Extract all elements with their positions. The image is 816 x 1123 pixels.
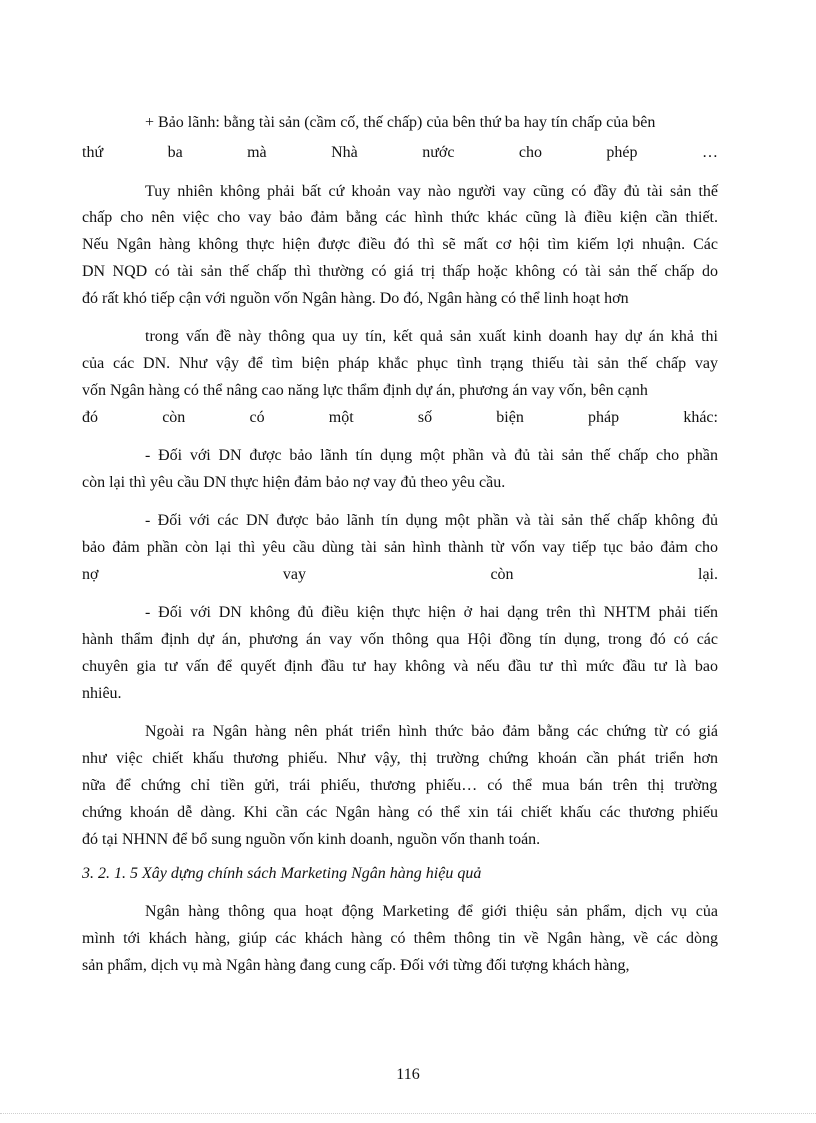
text-line: chuyên gia tư vấn để quyết định đầu tư hay không và nếu đầu tư thì mức đầu tư là bao [82, 658, 718, 675]
word: pháp [588, 409, 620, 426]
text-line: DN NQD có tài sản thế chấp thì thường có giá trị thấp hoặc không có tài sản thế chấp do [82, 263, 718, 280]
word: số [417, 409, 433, 426]
word: còn [490, 566, 514, 583]
page-number: 116 [396, 1066, 420, 1083]
text-line: chứng khoán dễ dàng. Khi cần các Ngân hàng có thể xin tái chiết khấu các thương phiếu [82, 804, 718, 821]
text-line: đó tại NHNN để bổ sung nguồn vốn kinh doanh, nguồn vốn thanh toán. [82, 831, 541, 848]
word: vay [282, 566, 307, 583]
text-line: mình tới khách hàng, giúp các khách hàng có thêm thông tin về Ngân hàng, về các dòng [82, 930, 718, 947]
text-line: vốn Ngân hàng có thể nâng cao năng lực thẩm định dự án, phương án vay vốn, bên cạnh [82, 382, 648, 399]
text-line: Ngân hàng thông qua hoạt động Marketing để giới thiệu sản phẩm, dịch vụ của [145, 903, 718, 920]
text-line: nhiêu. [82, 685, 122, 702]
text-line: + Bảo lãnh: bằng tài sản (cầm cố, thế chấp) của bên thứ ba hay tín chấp của bên [145, 114, 656, 131]
word: cho [518, 144, 542, 161]
word: biện [496, 409, 524, 426]
text-line: Tuy nhiên không phải bất cứ khoản vay nào người vay cũng có đầy đủ tài sản thế [145, 183, 718, 200]
word: … [701, 144, 718, 161]
text-line: Ngoài ra Ngân hàng nên phát triển hình thức bảo đảm bằng các chứng từ có giá [145, 723, 718, 740]
justified-line [82, 408, 718, 428]
text-line: - Đối với DN không đủ điều kiện thực hiện ở hai dạng trên thì NHTM phải tiến [145, 604, 718, 621]
text-line: - Đối với DN được bảo lãnh tín dụng một phần và đủ tài sản thế chấp cho phần [145, 447, 718, 464]
word: thứ [82, 144, 104, 161]
word: Nhà [331, 144, 358, 161]
word: phép [606, 144, 638, 161]
word: có [249, 409, 265, 426]
text-line: sản phẩm, dịch vụ mà Ngân hàng đang cung cấp. Đối với từng đối tượng khách hàng, [82, 957, 630, 974]
text-line: trong vấn đề này thông qua uy tín, kết quả sản xuất kinh doanh hay dự án khả thi [145, 328, 718, 345]
word: ba [167, 144, 183, 161]
word: nợ [82, 566, 99, 583]
page-bottom-divider [0, 1113, 816, 1114]
word: nước [422, 144, 455, 161]
word: khác: [683, 409, 718, 426]
justified-line [82, 143, 718, 163]
text-line: nữa để chứng chỉ tiền gửi, trái phiếu, thương phiếu… có thể mua bán trên thị trường [82, 777, 718, 794]
word: một [328, 409, 354, 426]
text-line: chấp cho nên việc cho vay bảo đảm bằng các hình thức khác cũng là điều kiện cần thiết. [82, 209, 718, 226]
word: đó [82, 409, 98, 426]
text-line: - Đối với các DN được bảo lãnh tín dụng một phần và tài sản thế chấp không đủ [145, 512, 718, 529]
text-line: bảo đảm phần còn lại thì yêu cầu dùng tài sản hình thành từ vốn vay tiếp tục bảo đảm cho [82, 539, 718, 556]
text-line: đó rất khó tiếp cận với nguồn vốn Ngân hàng. Do đó, Ngân hàng có thể linh hoạt hơn [82, 290, 629, 307]
word: lại. [698, 566, 718, 583]
section-heading: 3. 2. 1. 5 Xây dựng chính sách Marketing Ngân hàng hiệu quả [82, 865, 482, 882]
text-line: hành thẩm định dự án, phương án vay vốn thông qua Hội đồng tín dụng, trong đó có các [82, 631, 718, 648]
justified-line [82, 565, 718, 585]
text-line: Nếu Ngân hàng không thực hiện được điều đó thì sẽ mất cơ hội tìm kiếm lợi nhuận. Các [82, 236, 718, 253]
word: còn [162, 409, 186, 426]
word: mà [247, 144, 267, 161]
text-line: của các DN. Như vậy để tìm biện pháp khắc phục tình trạng thiếu tài sản thế chấp vay [82, 355, 718, 372]
text-line: còn lại thì yêu cầu DN thực hiện đảm bảo nợ vay đủ theo yêu cầu. [82, 474, 506, 491]
text-line: như việc chiết khấu thương phiếu. Như vậy, thị trường chứng khoán cần phát triển hơn [82, 750, 718, 767]
